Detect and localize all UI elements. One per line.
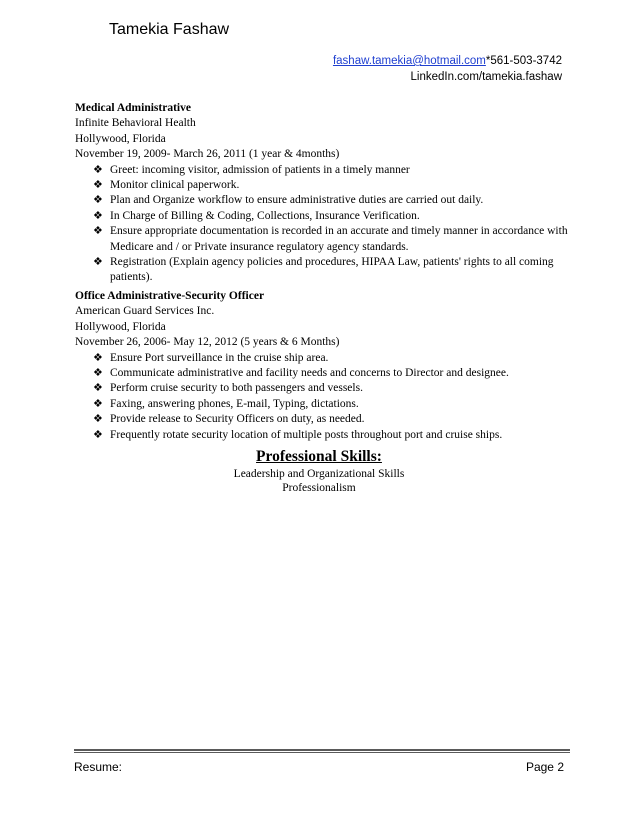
- job-entry: [75, 289, 575, 443]
- job-location: Hollywood, Florida: [75, 320, 166, 333]
- footer-label: Resume:: [74, 760, 123, 774]
- diamond-bullet-icon: ❖: [93, 209, 103, 222]
- duty-list: [75, 351, 575, 443]
- diamond-bullet-icon: ❖: [93, 382, 103, 395]
- skill-item: Leadership and Organizational Skills: [233, 468, 405, 480]
- diamond-bullet-icon: ❖: [93, 256, 103, 269]
- duty-item: ❖ Plan and Organize workflow to ensure administrative duties are carried out daily.: [93, 193, 575, 208]
- header-contact: [333, 53, 562, 85]
- diamond-bullet-icon: ❖: [93, 194, 103, 207]
- diamond-bullet-icon: ❖: [93, 163, 103, 176]
- contact-line-1: [333, 53, 562, 69]
- duty-item: ❖ Greet: incoming visitor, admission of patients in a timely manner: [93, 163, 575, 178]
- professional-skills: [0, 448, 638, 495]
- contact-separator: *: [485, 55, 491, 67]
- duty-list: [75, 163, 575, 286]
- diamond-bullet-icon: ❖: [93, 225, 103, 238]
- duty-item: ❖ Frequently rotate security location of multiple posts throughout port and cruise ships.: [93, 428, 575, 443]
- job-dates: November 26, 2006- May 12, 2012 (5 years & 6 Months): [75, 336, 340, 349]
- duty-item: ❖ Ensure Port surveillance in the cruise ship area.: [93, 351, 575, 366]
- footer-divider: [74, 749, 570, 751]
- duty-item: ❖ Perform cruise security to both passengers and vessels.: [93, 381, 575, 396]
- job-dates: November 19, 2009- March 26, 2011 (1 year & 4months): [75, 148, 340, 161]
- phone-number: 561-503-3742: [490, 55, 562, 67]
- skill-item: Professionalism: [282, 482, 356, 494]
- email-link[interactable]: fashaw.tamekia@hotmail.com: [332, 55, 486, 67]
- skills-heading: Professional Skills:: [256, 448, 382, 465]
- duty-item: ❖ Monitor clinical paperwork.: [93, 178, 575, 193]
- job-company: American Guard Services Inc.: [75, 305, 215, 318]
- duty-item: ❖ In Charge of Billing & Coding, Collections, Insurance Verification.: [93, 209, 575, 224]
- duty-item: ❖ Ensure appropriate documentation is recorded in an accurate and timely manner in accordance with Medicare and / or Private insurance regulatory agency standards.: [93, 225, 568, 253]
- duty-item: ❖ Provide release to Security Officers on duty, as needed.: [93, 412, 575, 427]
- header-name: Tamekia Fashaw: [109, 21, 230, 38]
- job-company: Infinite Behavioral Health: [75, 117, 196, 130]
- diamond-bullet-icon: ❖: [93, 179, 103, 192]
- diamond-bullet-icon: ❖: [93, 397, 103, 410]
- linkedin-url: LinkedIn.com/tamekia.fashaw: [410, 71, 562, 83]
- diamond-bullet-icon: ❖: [93, 367, 103, 380]
- page-number: Page 2: [525, 760, 564, 774]
- footer-divider: [74, 752, 570, 753]
- duty-item: ❖ Communicate administrative and facility needs and concerns to Director and designee.: [93, 366, 575, 381]
- job-entry: [75, 101, 575, 286]
- duty-item: ❖ Faxing, answering phones, E-mail, Typing, dictations.: [93, 397, 575, 412]
- diamond-bullet-icon: ❖: [93, 413, 103, 426]
- diamond-bullet-icon: ❖: [93, 351, 103, 364]
- diamond-bullet-icon: ❖: [93, 428, 103, 441]
- job-title: Office Administrative-Security Officer: [75, 290, 265, 302]
- job-location: Hollywood, Florida: [75, 132, 166, 145]
- duty-item: ❖ Registration (Explain agency policies and procedures, HIPAA Law, patients' rights to all coming patients).: [93, 256, 554, 284]
- job-title: Medical Administrative: [75, 102, 191, 114]
